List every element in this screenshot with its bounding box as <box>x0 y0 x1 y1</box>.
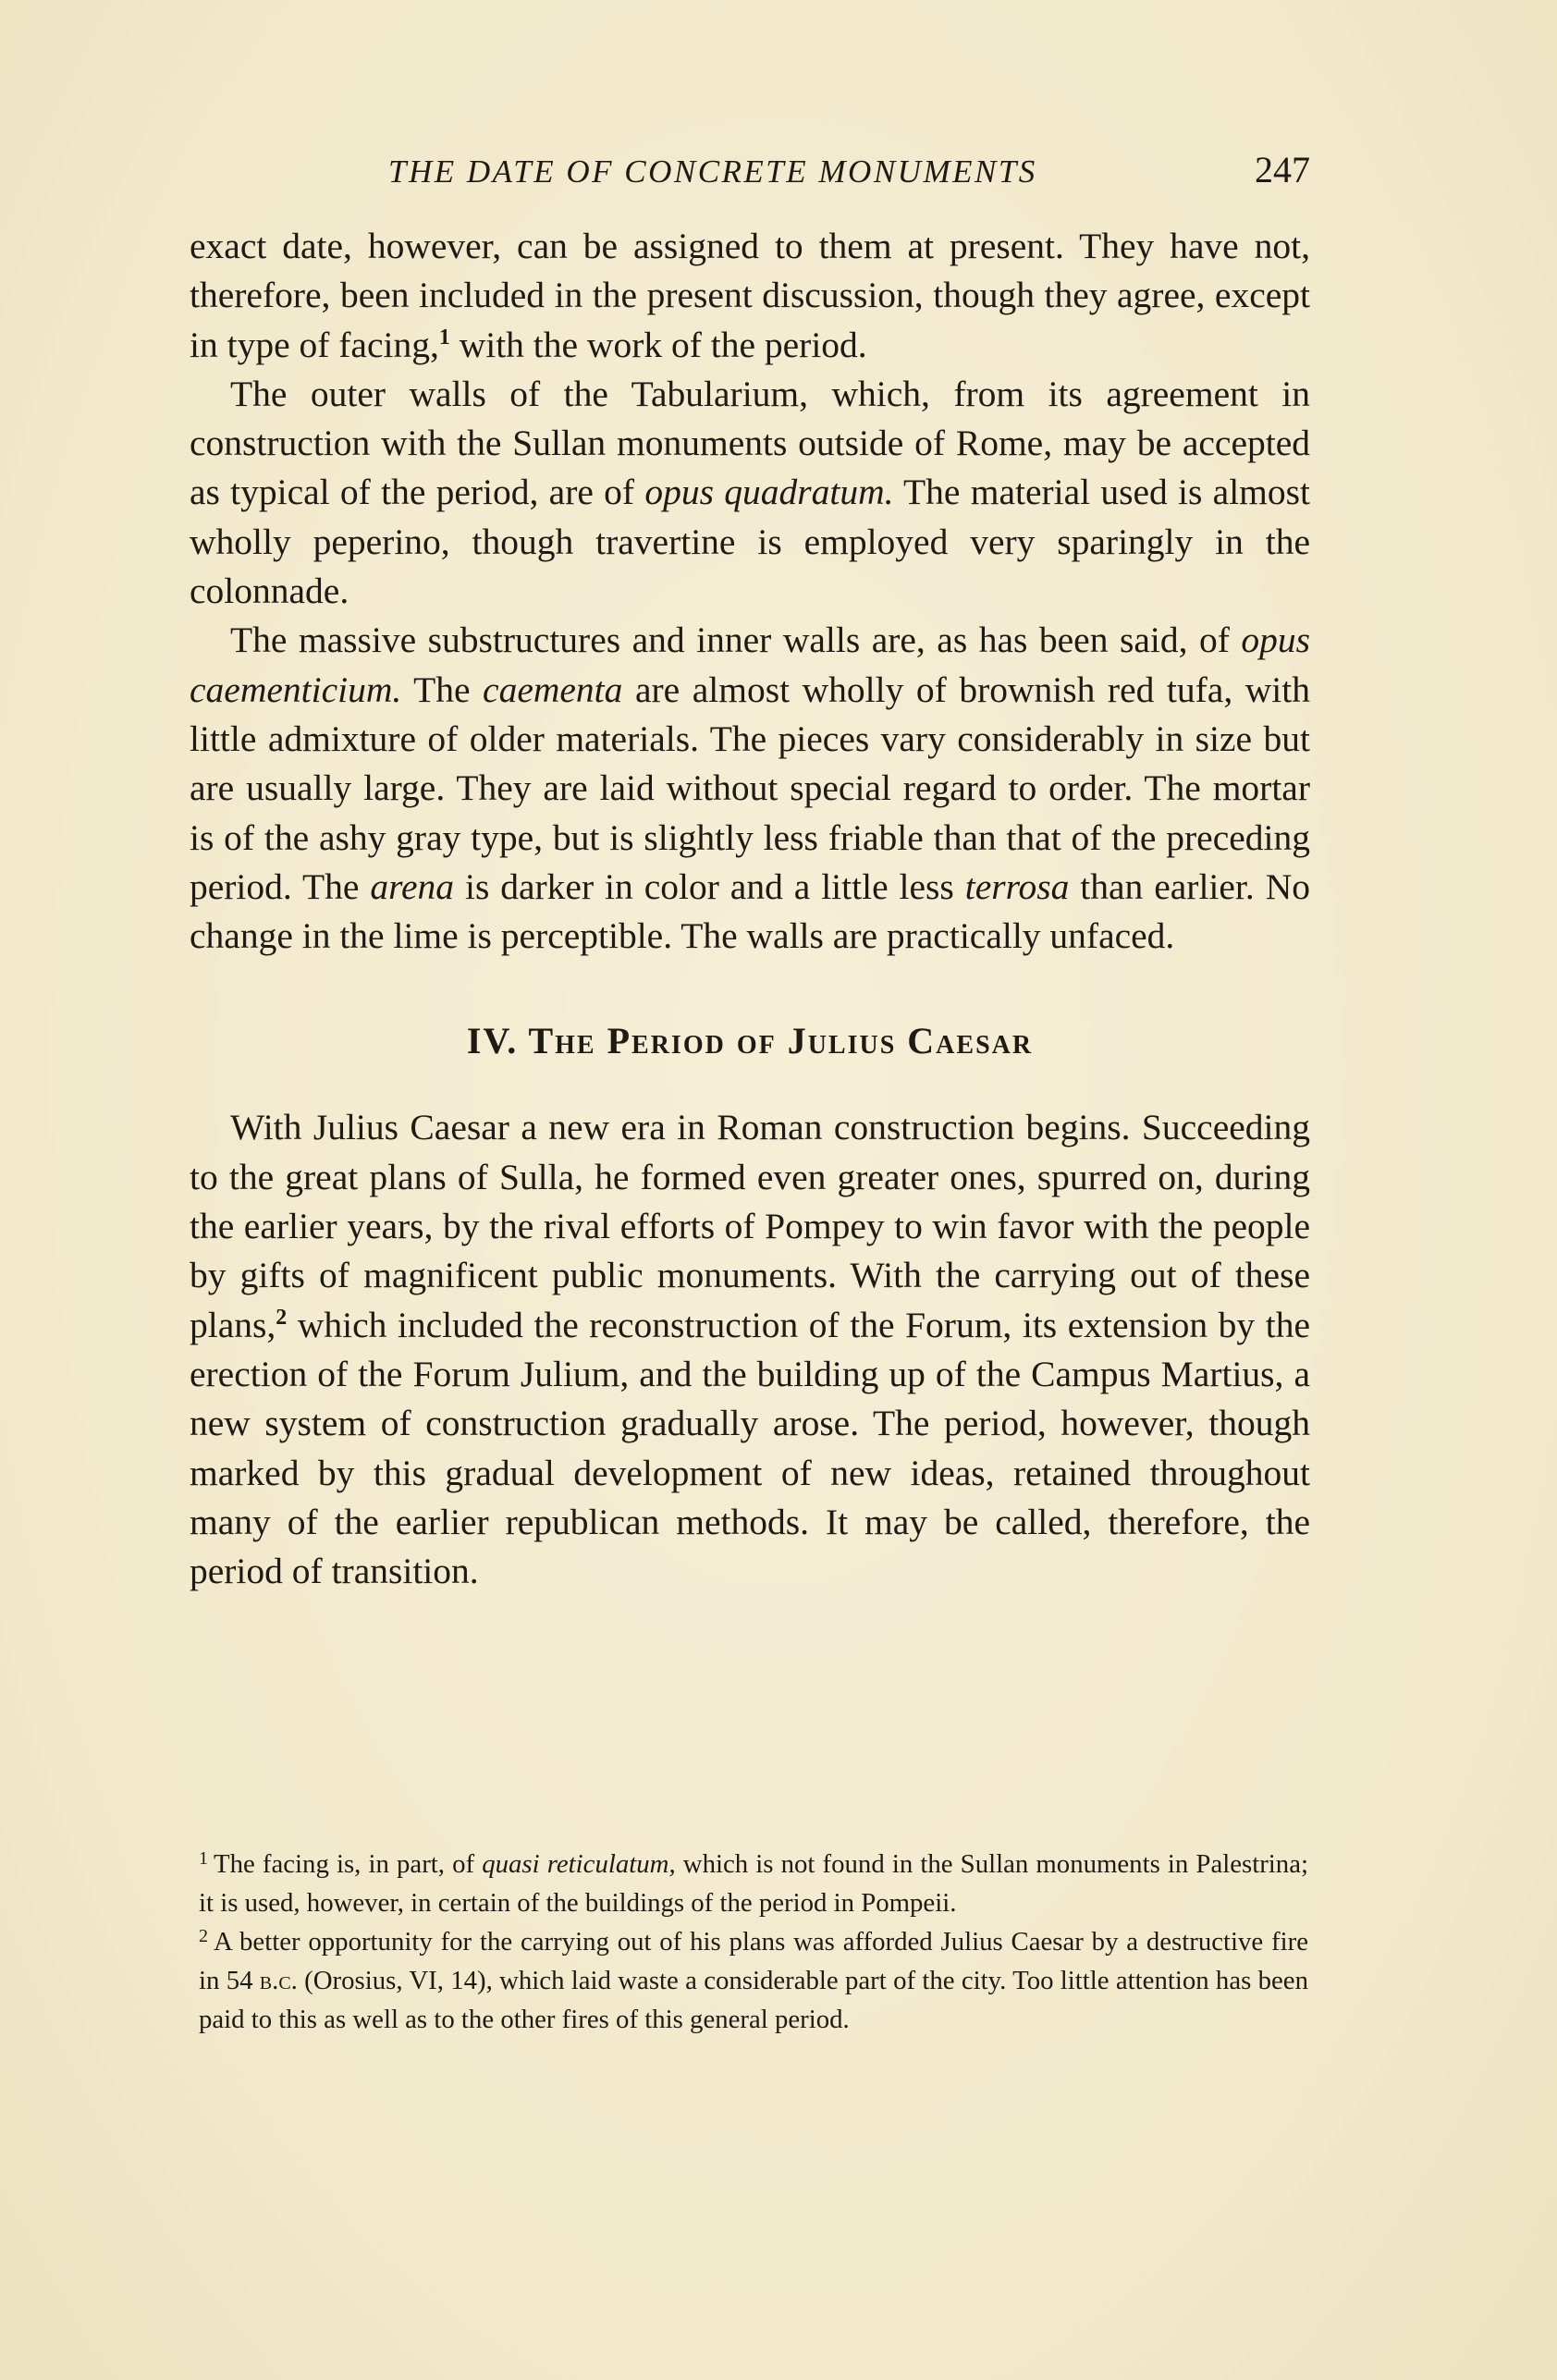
latin-term: terrosa <box>964 865 1070 907</box>
text-run: The facing is, in part, of <box>214 1849 483 1879</box>
text-run: which is not found in the Sullan monuments in Palestrina; it is used, however, in certain of the buildings of the period in Pompeii. <box>199 1849 1308 1918</box>
era-abbreviation: b.c. <box>259 1966 298 1995</box>
footnote-number: 1 <box>199 1848 208 1869</box>
latin-term: opus caementicium. <box>190 620 1310 710</box>
footnotes <box>199 1845 1308 2039</box>
text-run: are almost wholly of brownish red tufa, with little admixture of older materials. The pieces vary considerably in size but are usually large. They are laid without special regard to order. The mortar is of the ashy gray type, but is slightly less friable than that of the preceding period. The <box>190 669 1310 907</box>
paragraph <box>190 1103 1310 1596</box>
latin-term: arena <box>370 865 455 907</box>
footnote-ref[interactable]: 2 <box>276 1305 288 1330</box>
paragraph <box>190 370 1310 616</box>
text-run: The <box>401 669 484 710</box>
text-run: (Orosius, VI, 14), which laid waste a considerable part of the city. Too little attention has been paid to this as well as to the other fires of this general period. <box>199 1966 1308 2034</box>
latin-term: quasi reticulatum, <box>482 1849 676 1879</box>
text-run: The outer walls of the Tabularium, which, from its agreement in construction with the Sullan monuments outside of Rome, may be accepted as typical of the period, are of <box>190 373 1310 513</box>
latin-term: caementa <box>483 669 623 710</box>
running-head: THE DATE OF CONCRETE MONUMENTS <box>388 153 1037 190</box>
text-run: than earlier. No change in the lime is perceptible. The walls are practically unfaced. <box>190 865 1310 957</box>
footnote <box>199 1845 1308 1922</box>
text-run: with the work of the period. <box>449 324 867 365</box>
text-run: The massive substructures and inner walls are, as has been said, of <box>230 620 1242 661</box>
page-header <box>190 148 1310 200</box>
footnote-number: 2 <box>199 1926 208 1946</box>
page-number: 247 <box>1255 149 1310 190</box>
main-text <box>190 222 1310 1596</box>
text-run: The material used is almost wholly peperino, though travertine is employed very sparingly in the colonnade. <box>190 472 1310 612</box>
text-run: A better opportunity for the carrying out of his plans was afforded Julius Caesar by a destructive fire in 54 <box>199 1927 1308 1995</box>
text-run: exact date, however, can be assigned to them at present. They have not, therefore, been included in the present discussion, though they agree, except in type of facing, <box>190 226 1310 365</box>
section-heading: IV. The Period of Julius Caesar <box>466 1020 1034 1062</box>
text-run: which included the reconstruction of the Forum, its extension by the erection of the Forum Julium, and the building up of the Campus Martius, a new system of construction gradually arose. The period, however, though marked by this gradual development of new ideas, retained throughout many of the earlier republican methods. It may be called, therefore, the period of transition. <box>190 1304 1310 1592</box>
paragraph <box>190 222 1310 370</box>
paragraph <box>190 616 1310 961</box>
text-run: is darker in color and a little less <box>454 865 965 907</box>
footnote <box>199 1922 1308 2039</box>
footnote-ref[interactable]: 1 <box>438 325 450 350</box>
latin-term: opus quadratum. <box>644 472 894 513</box>
text-run: With Julius Caesar a new era in Roman construction begins. Succeeding to the great plans of Sulla, he formed even greater ones, spurred on, during the earlier years, by the rival efforts of Pompey to win favor with the people by gifts of magnificent public monuments. With the carrying out of these plans, <box>190 1107 1310 1345</box>
